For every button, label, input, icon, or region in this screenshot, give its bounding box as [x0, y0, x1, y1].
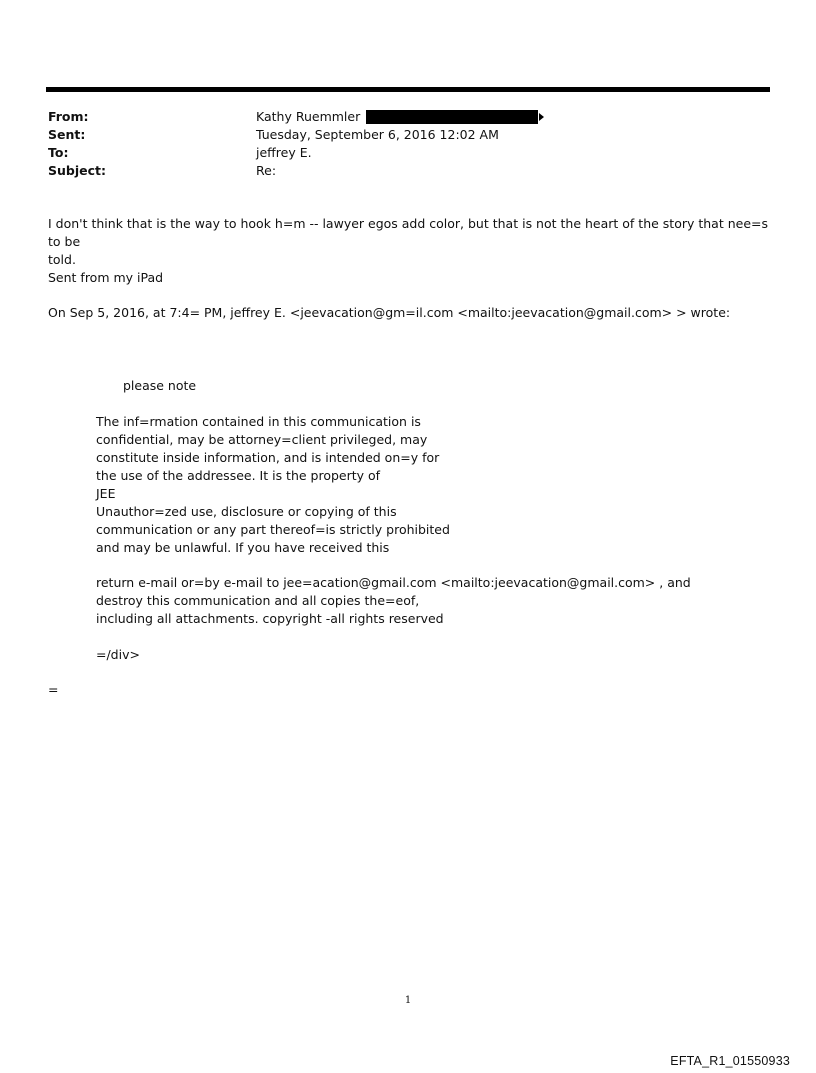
sent-label: Sent:	[48, 127, 86, 142]
signature: Sent from my iPad	[48, 270, 164, 285]
disclaimer-line: constitute inside information, and is intended on=y for	[96, 450, 440, 465]
disclaimer-line: confidential, may be attorney=client privileged, may	[96, 432, 428, 447]
subject-label: Subject:	[48, 163, 106, 178]
subject-row	[48, 162, 748, 180]
bates-number: EFTA_R1_01550933	[670, 1054, 790, 1068]
subject-value: Re:	[256, 163, 277, 178]
trailing-equals: =	[48, 682, 59, 697]
message-paragraph	[48, 215, 768, 269]
redaction-tail	[539, 113, 544, 121]
disclaimer-line: the use of the addressee. It is the property of	[96, 468, 381, 483]
quoted-message	[96, 377, 716, 395]
page-number: 1	[404, 995, 412, 1006]
to-label: To:	[48, 145, 69, 160]
from-label: From:	[48, 109, 89, 124]
message-line: told.	[48, 252, 76, 267]
email-header	[48, 108, 748, 180]
quote-intro: On Sep 5, 2016, at 7:4= PM, jeffrey E. <jeevacation@gm=il.com <mailto:jeevacation@gmail.com> > wrote:	[48, 305, 731, 320]
top-rule	[46, 87, 770, 92]
redaction-bar	[366, 110, 538, 124]
disclaimer-line: Unauthor=zed use, disclosure or copying of this	[96, 504, 397, 519]
from-value: Kathy Ruemmler	[256, 109, 361, 124]
disclaimer-line: return e-mail or=by e-mail to jee=acation@gmail.com <mailto:jeevacation@gmail.com> , and	[96, 575, 691, 590]
to-value: jeffrey E.	[256, 145, 312, 160]
disclaimer-line: including all attachments. copyright -all rights reserved	[96, 611, 444, 626]
disclaimer-line: destroy this communication and all copies the=eof,	[96, 593, 420, 608]
message-line: I don't think that is the way to hook h=m -- lawyer egos add color, but that is not the heart of the story that nee=s to be	[48, 216, 768, 249]
div-close: =/div>	[96, 647, 140, 662]
disclaimer-line: JEE	[96, 486, 116, 501]
sent-row	[48, 126, 748, 144]
please-note: please note	[123, 378, 197, 393]
from-row	[48, 108, 748, 126]
sent-value: Tuesday, September 6, 2016 12:02 AM	[256, 127, 499, 142]
disclaimer-block-2	[96, 574, 716, 628]
disclaimer-line: communication or any part thereof=is strictly prohibited	[96, 522, 450, 537]
to-row	[48, 144, 748, 162]
disclaimer-line: The inf=rmation contained in this communication is	[96, 414, 421, 429]
disclaimer-line: and may be unlawful. If you have received this	[96, 540, 390, 555]
disclaimer-block	[96, 413, 716, 557]
